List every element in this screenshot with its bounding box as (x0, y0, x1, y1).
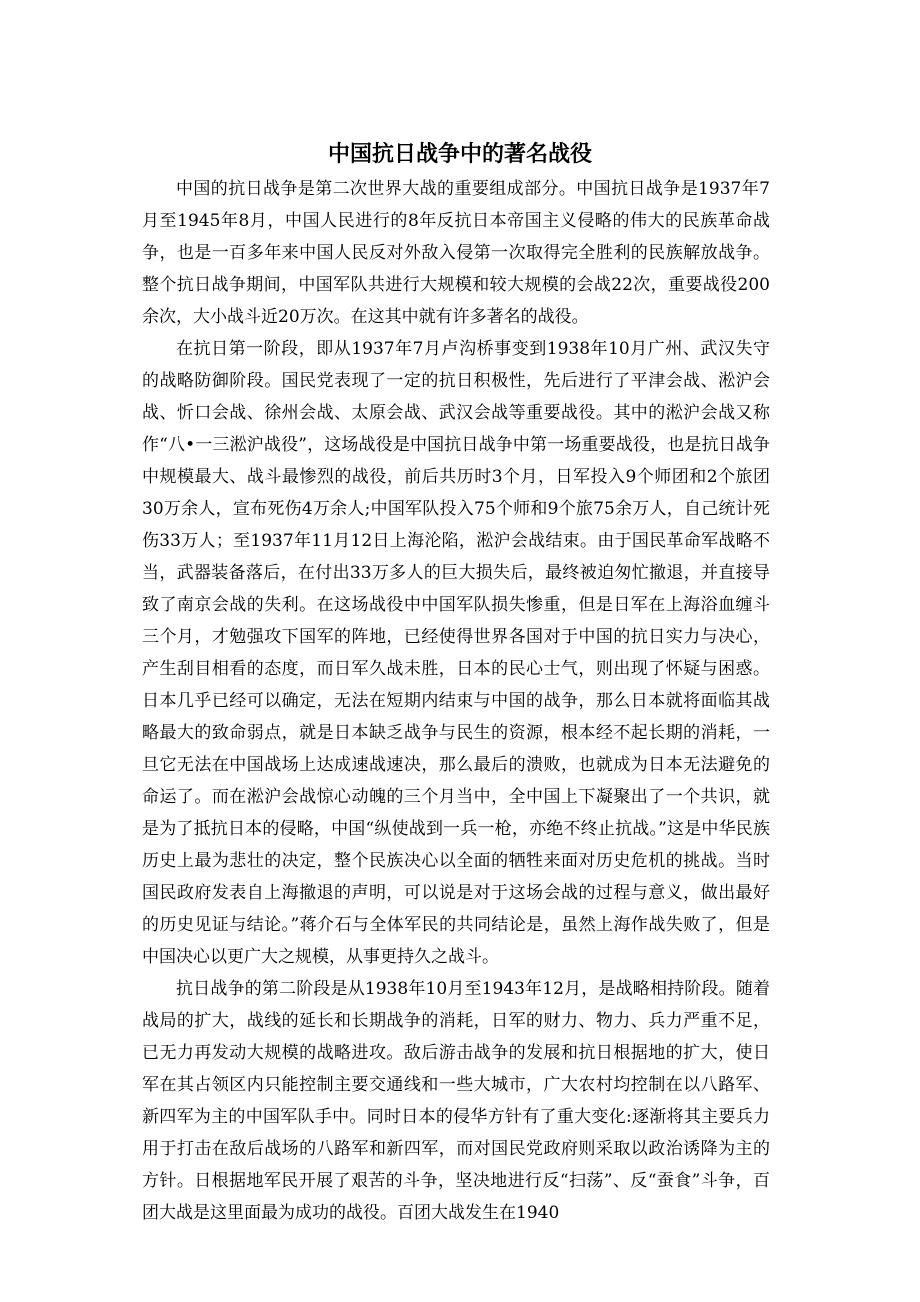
paragraph-second-stage: 抗日战争的第二阶段是从1938年10月至1943年12月，是战略相持阶段。随着战局的扩大，战线的延长和长期战争的消耗，日军的财力、物力、兵力严重不足，已无力再发动大规模的战略进攻。敌后游击战争的发展和抗日根据地的扩大，使日军在其占领区内只能控制主要交通线和一些大城市，广大农村均控制在以八路军、新四军为主的中国军队手中。同时日本的侵华方针有了重大变化:逐渐将其主要兵力用于打击在敌后战场的八路军和新四军，而对国民党政府则采取以政治诱降为主的方针。日根据地军民开展了艰苦的斗争，坚决地进行反“扫荡”、反“蚕食”斗争，百团大战是这里面最为成功的战役。百团大战发生在1940 (142, 979, 770, 1223)
document-title: 中国抗日战争中的著名战役 (327, 142, 592, 167)
paragraph-first-stage: 在抗日第一阶段，即从1937年7月卢沟桥事变到1938年10月广州、武汉失守的战略防御阶段。国民党表现了一定的抗日积极性，先后进行了平津会战、淞沪会战、忻口会战、徐州会战、太原会战、武汉会战等重要战役。其中的淞沪会战又称作“八•一三淞沪战役”，这场战役是中国抗日战争中第一场重要战役，也是抗日战争中规模最大、战斗最惨烈的战役，前后共历时3个月，日军投入9个师团和2个旅团30万余人，宣布死伤4万余人;中国军队投入75个师和9个旅75余万人，自己统计死伤33万人；至1937年11月12日上海沦陷，淞沪会战结束。由于国民革命军战略不当，武器装备落后，在付出33万多人的巨大损失后，最终被迫匆忙撤退，并直接导致了南京会战的失利。在这场战役中中国军队损失惨重，但是日军在上海浴血缠斗三个月，才勉强攻下国军的阵地，已经使得世界各国对于中国的抗日实力与决心，产生刮目相看的态度，而日军久战未胜，日本的民心士气，则出现了怀疑与困惑。日本几乎已经可以确定，无法在短期内结束与中国的战争，那么日本就将面临其战略最大的致命弱点，就是日本缺乏战争与民生的资源，根本经不起长期的消耗，一旦它无法在中国战场上达成速战速决，那么最后的溃败，也就成为日本无法避免的命运了。而在淞沪会战惊心动魄的三个月当中，全中国上下凝聚出了一个共识，就是为了抵抗日本的侵略，中国“纵使战到一兵一枪，亦绝不终止抗战。”这是中华民族历史上最为悲壮的决定，整个民族决心以全面的牺牲来面对历史危机的挑战。当时国民政府发表自上海撤退的声明，可以说是对于这场会战的过程与意义，做出最好的历史见证与结论。”蒋介石与全体军民的共同结论是，虽然上海作战失败了，但是中国决心以更广大之规模，从事更持久之战斗。 (142, 339, 770, 967)
paragraph-intro: 中国的抗日战争是第二次世界大战的重要组成部分。中国抗日战争是1937年7月至1945年8月，中国人民进行的8年反抗日本帝国主义侵略的伟大的民族革命战争，也是一百多年来中国人民反对外敌入侵第一次取得完全胜利的民族解放战争。整个抗日战争期间，中国军队共进行大规模和较大规模的会战22次，重要战役200余次，大小战斗近20万次。在这其中就有许多著名的战役。 (142, 179, 770, 327)
document-body (142, 173, 770, 1229)
